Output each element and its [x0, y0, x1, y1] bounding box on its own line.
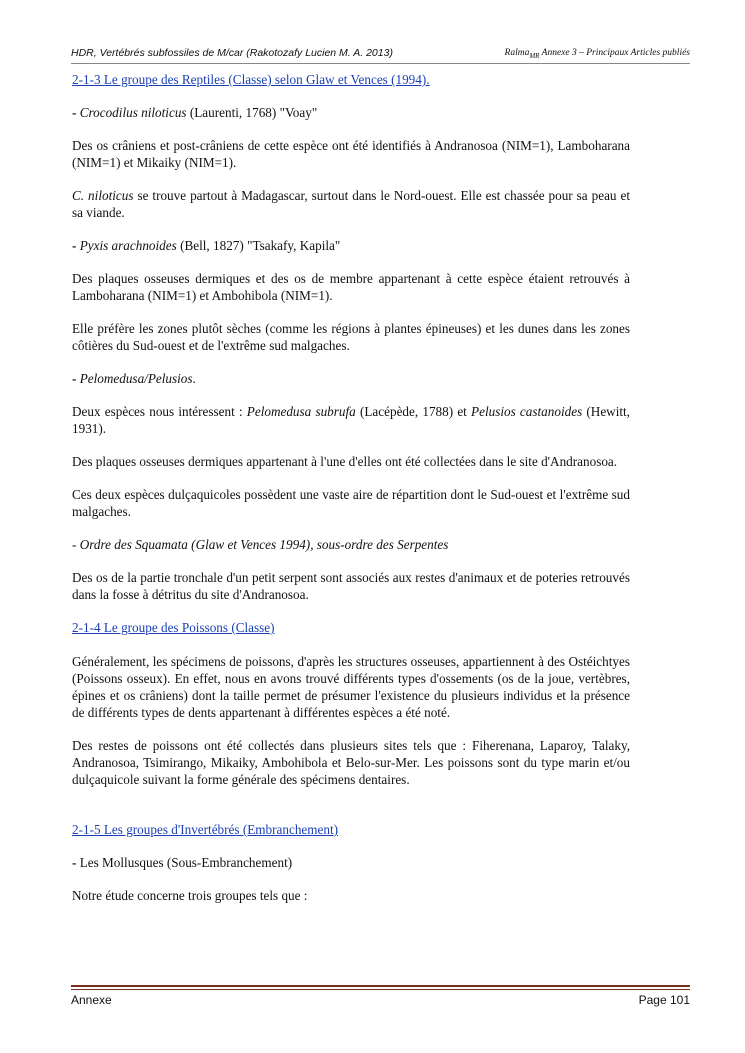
- paragraph-pelomedusa-3: Ces deux espèces dulçaquicoles possèdent une vaste aire de répartition dont le Sud-ouest et l'extrême sud malgaches.: [72, 487, 630, 519]
- header-annex-prefix: Ralma: [504, 48, 530, 58]
- paragraph-pyxis-2: Elle préfère les zones plutôt sèches (comme les régions à plantes épineuses) et les dunes dans les zones côtières du Sud-ouest et de l'extrême sud malgaches.: [72, 321, 630, 353]
- header-divider: [71, 63, 690, 64]
- footer-section-label: Annexe: [71, 993, 112, 1007]
- heading-invertebrates: 2-1-5 Les groupes d'Invertébrés (Embranchement): [72, 822, 339, 837]
- header-annex-label: [505, 48, 690, 60]
- species-crocodilus: - Crocodilus niloticus (Laurenti, 1768) "Voay": [72, 105, 318, 120]
- paragraph-fish-2: Des restes de poissons ont été collectés dans plusieurs sites tels que : Fiherenana, Laparoy, Talaky, Andranosoa, Tsimirango, Mikaiky, Ambohibola et Belo-sur-Mer. Les poissons sont du type marin et/ou dulçaquicole suivant la forme générale des spécimens dentaires.: [72, 738, 630, 787]
- header-title: HDR, Vertébrés subfossiles de M/car (Rakotozafy Lucien M. A. 2013): [71, 47, 393, 59]
- page-number: Page 101: [638, 993, 690, 1007]
- paragraph-squamata: Des os de la partie tronchale d'un petit serpent sont associés aux restes d'animaux et de poteries retrouvés dans la fosse à détritus du site d'Andranosoa.: [72, 570, 630, 602]
- species-pyxis: - Pyxis arachnoides (Bell, 1827) "Tsakafy, Kapila": [72, 238, 341, 253]
- paragraph-crocodilus-2: C. niloticus se trouve partout à Madagascar, surtout dans le Nord-ouest. Elle est chassée pour sa peau et sa viande.: [72, 188, 630, 220]
- page-content: [72, 71, 630, 904]
- paragraph-pelomedusa-2: Des plaques osseuses dermiques appartenant à l'une d'elles ont été collectées dans le site d'Andranosoa.: [72, 454, 618, 469]
- paragraph-crocodilus-1: Des os crâniens et post-crâniens de cette espèce ont été identifiés à Andranosoa (NIM=1), Lamboharana (NIM=1) et Mikaiky (NIM=1).: [72, 138, 630, 170]
- footer-divider-thin: [71, 989, 690, 990]
- species-squamata: - Ordre des Squamata (Glaw et Vences 1994), sous-ordre des Serpentes: [72, 537, 449, 552]
- paragraph-pelomedusa-1: Deux espèces nous intéressent : Pelomedusa subrufa (Lacépède, 1788) et Pelusios castanoides (Hewitt, 1931).: [72, 404, 630, 436]
- header-annex-subscript: MR: [529, 51, 540, 60]
- footer-divider: [71, 985, 690, 987]
- heading-fish: 2-1-4 Le groupe des Poissons (Classe): [72, 620, 275, 635]
- species-pelomedusa: - Pelomedusa/Pelusios.: [72, 371, 196, 386]
- heading-reptiles: 2-1-3 Le groupe des Reptiles (Classe) selon Glaw et Vences (1994).: [72, 72, 430, 87]
- paragraph-fish-1: Généralement, les spécimens de poissons, d'après les structures osseuses, appartiennent à des Ostéichtyes (Poissons osseux). En effet, nous en avons trouvé différents types d'ossements (os de la joue, vertèbres, épines et os crâniens) dont la taille permet de présumer l'existence du plusieurs individus et la présence de différents types de dents appartenant à différentes espèces a été noté.: [72, 654, 630, 720]
- subheading-mollusques: - Les Mollusques (Sous-Embranchement): [72, 855, 293, 870]
- paragraph-pyxis-1: Des plaques osseuses dermiques et des os de membre appartenant à cette espèce étaient retrouvés à Lamboharana (NIM=1) et Ambohibola (NIM=1).: [72, 271, 630, 303]
- header-annex-suffix: Annexe 3 – Principaux Articles publiés: [539, 48, 690, 58]
- paragraph-invertebrates-1: Notre étude concerne trois groupes tels que :: [72, 888, 308, 903]
